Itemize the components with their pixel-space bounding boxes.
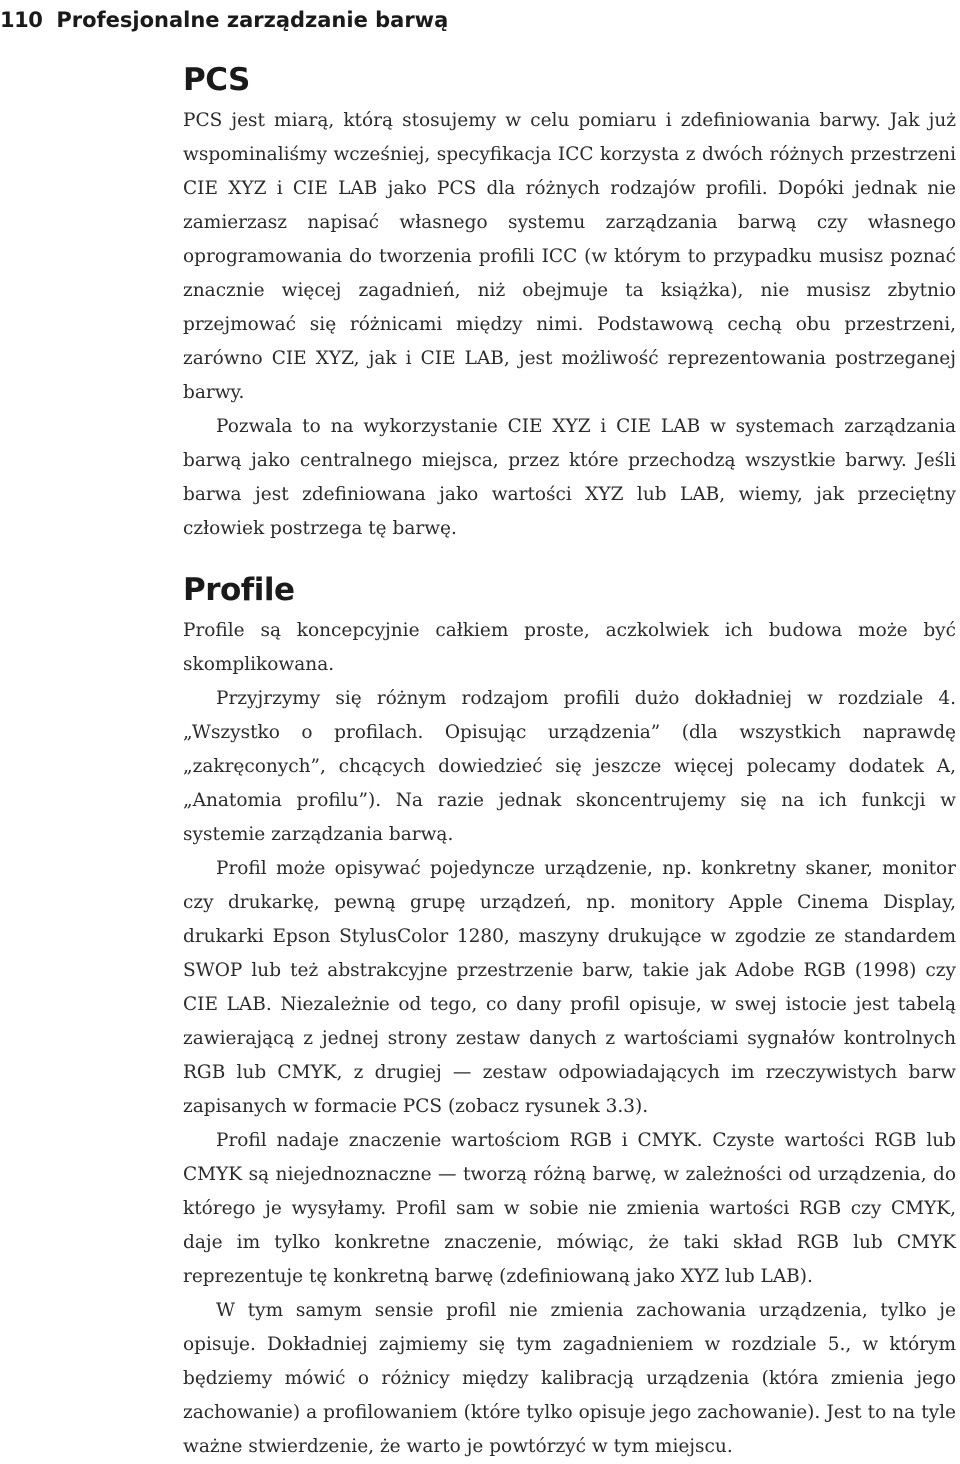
paragraph: Profile są koncepcyjnie całkiem proste, aczkolwiek ich budowa może być skomplikowana. — [183, 620, 956, 675]
paragraph: PCS jest miarą, którą stosujemy w celu pomiaru i zdefiniowania barwy. Jak już wspominaliśmy wcześniej, specyfikacja ICC korzysta z dwóch różnych przestrzeni CIE XYZ i CIE LAB jako PCS dla różnych rodzajów profili. Dopóki jednak nie zamierzasz napisać własnego systemu zarządzania barwą czy własnego oprogramowania do tworzenia profili ICC (w którym to przypadku musisz poznać znacznie więcej zagadnień, niż obejmuje ta książka), nie musisz zbytnio przejmować się różnicami między nimi. Podstawową cechą obu przestrzeni, zarówno CIE XYZ, jak i CIE LAB, jest możliwość reprezentowania postrzeganej barwy. — [183, 110, 956, 403]
paragraph: W tym samym sensie profil nie zmienia zachowania urządzenia, tylko je opisuje. Dokładniej zajmiemy się tym zagadnieniem w rozdziale 5., w którym będziemy mówić o różnicy między kalibracją urządzenia (która zmienia jego zachowanie) a profilowaniem (które tylko opisuje jego zachowanie). Jest to na tyle ważne stwierdzenie, że warto je powtórzyć w tym miejscu. — [183, 1300, 956, 1457]
chapter-title: Profesjonalne zarządzanie barwą — [56, 8, 449, 32]
section-heading-profile: Profile — [183, 572, 295, 608]
page-body — [183, 60, 956, 1464]
paragraph: Profil nadaje znaczenie wartościom RGB i CMYK. Czyste wartości RGB lub CMYK są niejednoznaczne — tworzą różną barwę, w zależności od urządzenia, do którego je wysyłamy. Profil sam w sobie nie zmienia wartości RGB czy CMYK, daje im tylko konkretne znaczenie, mówiąc, że taki skład RGB lub CMYK reprezentuje tę konkretną barwę (zdefiniowaną jako XYZ lub LAB). — [183, 1130, 956, 1287]
paragraph: Przyjrzymy się różnym rodzajom profili dużo dokładniej w rozdziale 4. „Wszystko o profilach. Opisując urządzenia” (dla wszystkich naprawdę „zakręconych”, chcących dowiedzieć się jeszcze więcej polecamy dodatek A, „Anatomia profilu”). Na razie jednak skoncentrujemy się na ich funkcji w systemie zarządzania barwą. — [183, 688, 956, 845]
page-header — [0, 0, 448, 40]
page-number: 110 — [0, 8, 43, 32]
section-heading-pcs: PCS — [183, 62, 250, 98]
paragraph: Profil może opisywać pojedyncze urządzenie, np. konkretny skaner, monitor czy drukarkę, pewną grupę urządzeń, np. monitory Apple Cinema Display, drukarki Epson StylusColor 1280, maszyny drukujące w zgodzie ze standardem SWOP lub też abstrakcyjne przestrzenie barw, takie jak Adobe RGB (1998) czy CIE LAB. Niezależnie od tego, co dany profil opisuje, w swej istocie jest tabelą zawierającą z jednej strony zestaw danych z wartościami sygnałów kontrolnych RGB lub CMYK, z drugiej — zestaw odpowiadających im rzeczywistych barw zapisanych w formacie PCS (zobacz rysunek 3.3). — [183, 858, 956, 1117]
paragraph: Pozwala to na wykorzystanie CIE XYZ i CIE LAB w systemach zarządzania barwą jako centralnego miejsca, przez które przechodzą wszystkie barwy. Jeśli barwa jest zdefiniowana jako wartości XYZ lub LAB, wiemy, jak przeciętny człowiek postrzega tę barwę. — [183, 416, 956, 539]
